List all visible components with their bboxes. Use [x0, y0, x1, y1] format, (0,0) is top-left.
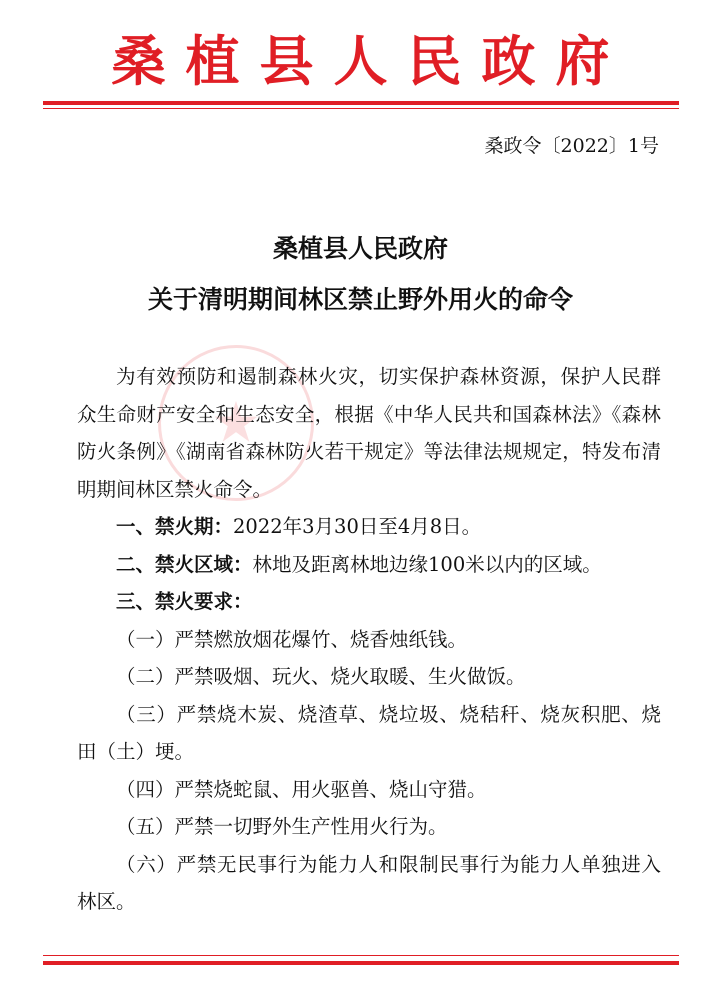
section-paragraph: [77, 546, 661, 584]
document-title-line2: 关于清明期间林区禁止野外用火的命令: [147, 285, 573, 314]
requirement-item: （一）严禁燃放烟花爆竹、烧香烛纸钱。: [116, 627, 468, 651]
document-body: [77, 358, 661, 921]
footer-rule: [43, 961, 679, 965]
document-title-line1: 桑植县人民政府: [272, 234, 448, 263]
requirement-item: （二）严禁吸烟、玩火、烧火取暖、生火做饭。: [116, 665, 526, 688]
section-lead: 二、禁火区域：: [116, 552, 253, 576]
requirement-item: （三）严禁烧木炭、烧渣草、烧垃圾、烧秸秆、烧灰积肥、烧田（土）埂。: [77, 702, 661, 763]
intro-paragraph: 为有效预防和遏制森林火灾，切实保护森林资源，保护人民群众生命财产安全和生态安全，根据《中华人民共和国森林法》《森林防火条例》《湖南省森林防火若干规定》等法律法规规定，特发布清明期间林区禁火命令。: [77, 365, 661, 501]
section-lead: 一、禁火期：: [116, 515, 234, 538]
section-text: 林地及距离林地边缘100米以内的区域。: [252, 552, 602, 576]
requirement-item: （四）严禁烧蛇鼠、用火驱兽、烧山守猎。: [116, 777, 487, 801]
section-paragraph: [77, 508, 661, 546]
header-rule-thin: [43, 108, 679, 109]
requirement-item: （六）严禁无民事行为能力人和限制民事行为能力人单独进入林区。: [77, 852, 661, 913]
section-paragraph: [77, 583, 661, 621]
requirement-item: （五）严禁一切野外生产性用火行为。: [116, 815, 448, 838]
section-lead: 三、禁火要求：: [116, 590, 253, 613]
document-number: 桑政令〔2022〕1号: [484, 135, 659, 157]
section-text: 2022年3月30日至4月8日。: [233, 515, 482, 538]
header-title: 桑植县人民政府: [111, 29, 630, 93]
header-rule: [43, 101, 679, 105]
footer-rule-thin: [43, 955, 679, 956]
